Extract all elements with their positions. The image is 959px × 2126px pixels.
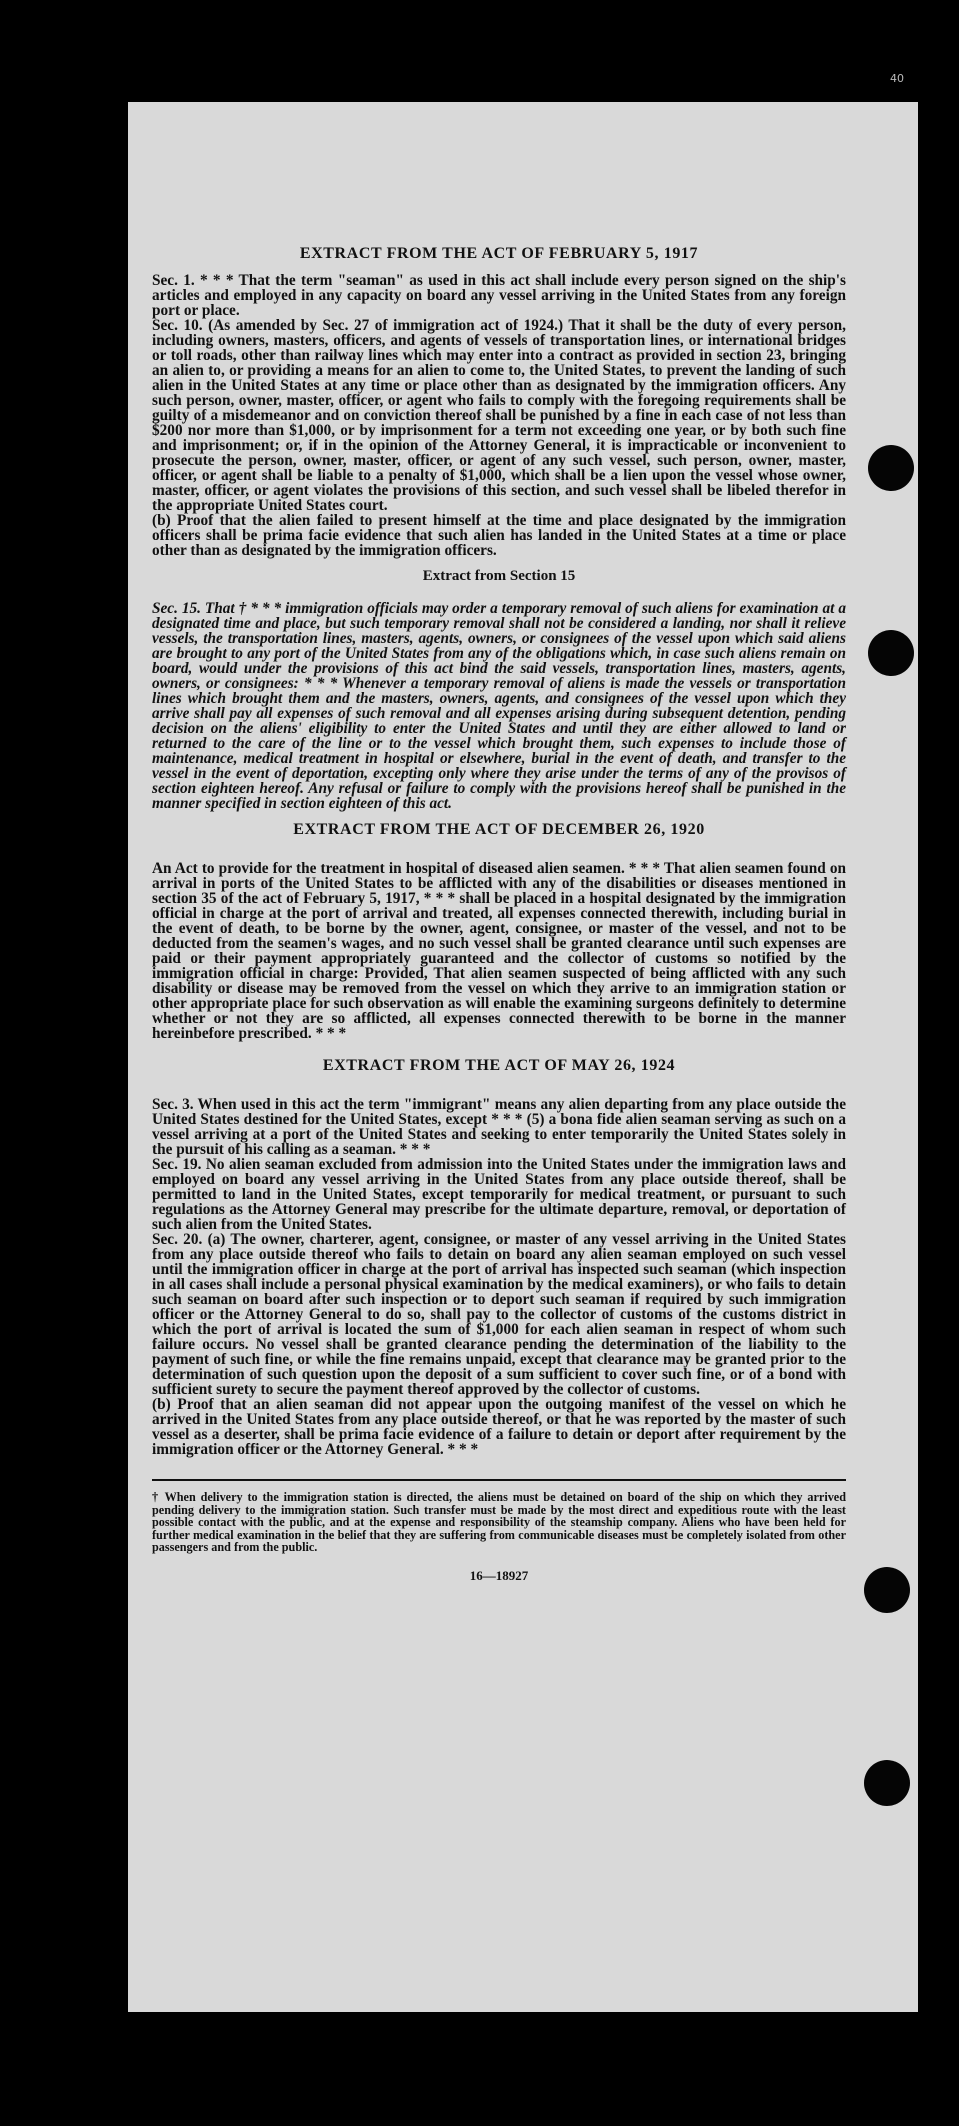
corner-mark: 40 <box>890 72 904 85</box>
paragraph-1917-sec1: Sec. 1. * * * That the term "seaman" as used in this act shall include every person signed on the ship's articles and employed in any capacity on board any vessel arriving in the United States from any foreign port or place. <box>152 272 846 319</box>
punch-hole-4 <box>864 1760 910 1806</box>
punch-hole-3 <box>864 1567 910 1613</box>
heading-act-1917: EXTRACT FROM THE ACT OF FEBRUARY 5, 1917 <box>299 245 699 262</box>
heading-act-1920: EXTRACT FROM THE ACT OF DECEMBER 26, 1920 <box>293 821 705 838</box>
footnote-divider <box>152 1479 846 1481</box>
paragraph-1917-b: (b) Proof that the alien failed to present himself at the time and place designated by the immigration officers shall be prima facie evidence that such alien has landed in the United States at a time or place other than as designated by the immigration officers. <box>152 512 846 559</box>
paragraph-1920: An Act to provide for the treatment in hospital of diseased alien seamen. * * * That alien seamen found on arrival in ports of the United States to be afflicted with any of the disabilities or diseases mentioned in section 35 of the act of February 5, 1917, * * * shall be placed in a hospital designated by the immigration official in charge at the port of arrival and treated, all expenses connected therewith, including burial in the event of death, to be borne by the owner, agent, consignee, or master of the vessel, and not to be deducted from the seamen's wages, and no such vessel shall be granted clearance until such expenses are paid or their payment appropriately guaranteed and the collector of customs so notified by the immigration official in charge: Provided, That alien seamen suspected of being afflicted with any such disability or disease may be removed from the vessel on which they arrive to an immigration station or other appropriate place for such observation as will enable the examining surgeons definitely to determine whether or not they are so afflicted, all expenses connected therewith to be borne in the manner hereinbefore prescribed. * * * <box>152 860 846 1042</box>
paragraph-1924-sec3: Sec. 3. When used in this act the term "immigrant" means any alien departing from any place outside the United States destined for the United States, except * * * (5) a bona fide alien seaman serving as such on a vessel arriving at a port of the United States and seeking to enter temporarily the United States solely in the pursuit of his calling as a seaman. * * * <box>152 1096 846 1158</box>
heading-act-1924: EXTRACT FROM THE ACT OF MAY 26, 1924 <box>322 1057 676 1074</box>
document-text <box>152 245 846 1584</box>
paragraph-1924-sec20: Sec. 20. (a) The owner, charterer, agent, consignee, or master of any vessel arriving in the United States from any place outside thereof who fails to detain on board any alien seaman employed on such vessel until the immigration officer in charge at the port of arrival has inspected such seaman (which inspection in all cases shall include a personal physical examination by the medical examiners), or who fails to detain such seaman on board after such inspection or to deport such seaman if required by such immigration officer or the Attorney General to do so, shall pay to the collector of customs of the customs district in which the port of arrival is located the sum of $1,000 for each alien seaman in respect of whom such failure occurs. No vessel shall be granted clearance pending the determination of the liability to the payment of such fine, or while the fine remains unpaid, except that clearance may be granted prior to the determination of such question upon the deposit of a sum sufficient to cover such fine, or of a bond with sufficient surety to secure the payment thereof approved by the collector of customs. <box>152 1231 846 1398</box>
footnote: † When delivery to the immigration station is directed, the aliens must be detained on board of the ship on which they arrived pending delivery to the immigration station. Such transfer must be made by the most direct and expeditious route with the least possible contact with the public, and at the expense and responsibility of the steamship company. Aliens who have been held for further medical examination in the belief that they are suffering from communicable diseases must be completely isolated from other passengers and from the public. <box>152 1490 846 1555</box>
punch-hole-1 <box>868 445 914 491</box>
punch-hole-2 <box>868 630 914 676</box>
paragraph-1924-b: (b) Proof that an alien seaman did not appear upon the outgoing manifest of the vessel on which he arrived in the United States from any place outside thereof, or that he was reported by the master of such vessel as a deserter, shall be prima facie evidence of a failure to detain or deport after requirement by the immigration officer or the Attorney General. * * * <box>152 1396 846 1458</box>
paragraph-1917-sec10: Sec. 10. (As amended by Sec. 27 of immigration act of 1924.) That it shall be the duty of every person, including owners, masters, officers, and agents of vessels of transportation lines, or international bridges or toll roads, other than railway lines which may enter into a contract as provided in section 23, bringing an alien to, or providing a means for an alien to come to, the United States, to prevent the landing of such alien in the United States at any time or place other than as designated by the immigration officers. Any such person, owner, master, officer, or agent who fails to comply with the foregoing requirements shall be guilty of a misdemeanor and on conviction thereof shall be punished by a fine in each case of not less than $200 nor more than $1,000, or by imprisonment for a term not exceeding one year, or by both such fine and imprisonment; or, if in the opinion of the Attorney General, it is impracticable or inconvenient to prosecute the person, owner, master, officer, or agent of any such vessel, such person, owner, master, officer, or agent shall be liable to a penalty of $1,000, which shall be a lien upon the vessel whose owner, master, officer, or agent violates the provisions of this section, and such vessel shall be libeled therefor in the appropriate United States court. <box>152 317 846 514</box>
document-page <box>128 102 918 2012</box>
form-code: 16—18927 <box>469 1567 529 1583</box>
paragraph-section-15: Sec. 15. That † * * * immigration officials may order a temporary removal of such aliens for examination at a designated time and place, but such temporary removal shall not be considered a landing, nor shall it relieve vessels, the transportation lines, masters, agents, owners, or consignees of the vessel upon which said aliens are brought to any port of the United States from any of the obligations which, in case such aliens remain on board, would under the provisions of this act bind the said vessels, transportation lines, masters, agents, owners, or consignees: * * * Whenever a temporary removal of aliens is made the vessels or transportation lines which brought them and the masters, owners, agents, and consignees of the vessel upon which they arrive shall pay all expenses of such removal and all expenses arising during subsequent detention, pending decision on the aliens' eligibility to enter the United States and until they are either allowed to land or returned to the care of the line or to the vessel which brought them, such expenses to include those of maintenance, medical treatment in hospital or elsewhere, burial in the event of death, and transfer to the vessel in the event of deportation, excepting only where they arise under the terms of any of the provisos of section eighteen hereof. Any refusal or failure to comply with the provisions hereof shall be punished in the manner specified in section eighteen of this act. <box>152 600 846 812</box>
heading-section-15: Extract from Section 15 <box>422 568 576 584</box>
paragraph-1924-sec19: Sec. 19. No alien seaman excluded from admission into the United States under the immigration laws and employed on board any vessel arriving in the United States from any place outside thereof, shall be permitted to land in the United States, except temporarily for medical treatment, or pursuant to such regulations as the Attorney General may prescribe for the ultimate departure, removal, or deportation of such alien from the United States. <box>152 1156 846 1233</box>
